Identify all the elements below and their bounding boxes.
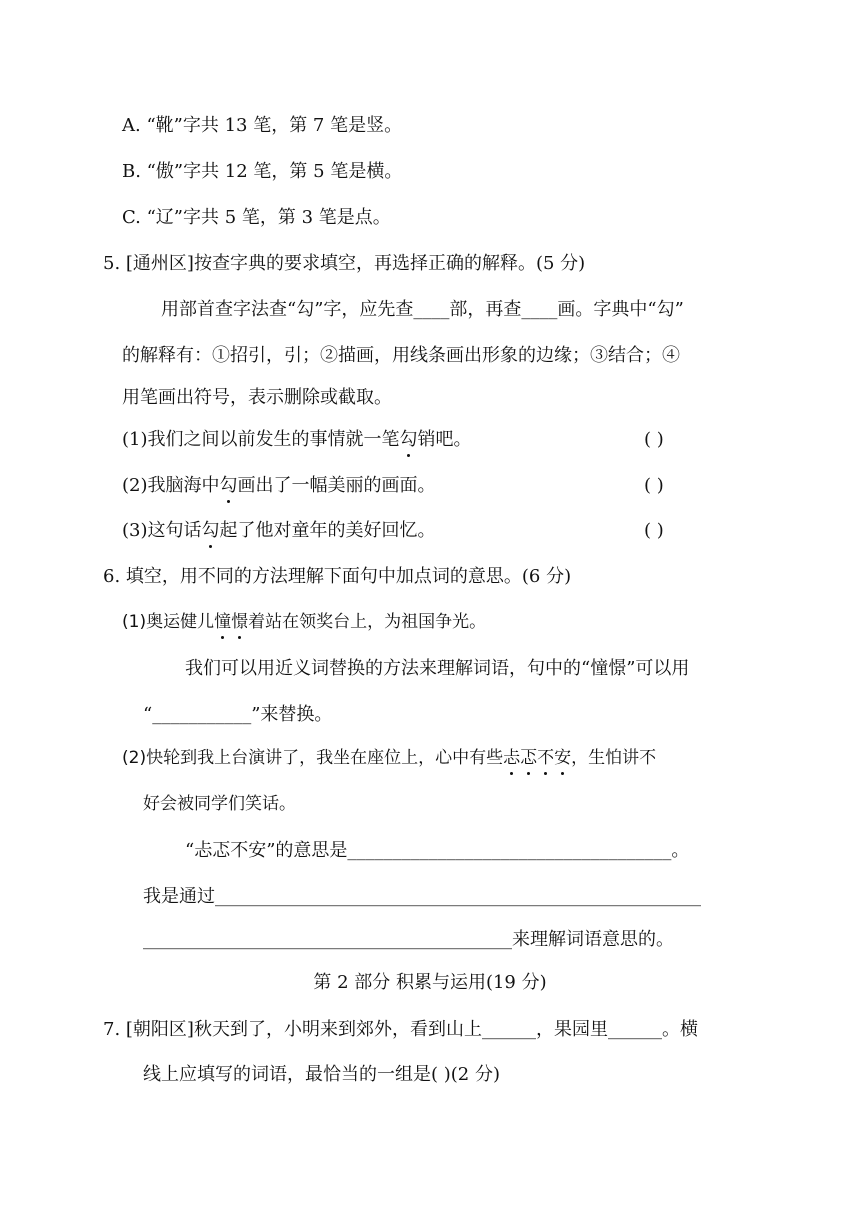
q6-s2-text-1: “忐忑不安”的意思是____________________________________。 [185,840,690,861]
q5-item-3: (3)这句话勾起了他对童年的美好回忆。 [122,517,436,545]
q6-sentence-2-cont: 好会被同学们笑话。 [143,794,296,814]
q4-option-b: B. “傲”字共 12 笔，第 5 笔是横。 [122,161,403,182]
q5-para-line1: 用部首查字法查“勾”字，应先查____部，再查____画。字典中“勾” [161,299,684,320]
q4-option-c: C. “辽”字共 5 笔，第 3 笔是点。 [122,207,391,228]
q6-sentence-1: (1)奥运健儿憧憬着站在领奖台上，为祖国争光。 [122,608,486,636]
q5-title: 5. [通州区]按查字典的要求填空，再选择正确的解释。(5 分) [103,253,586,274]
q6-title: 6. 填空，用不同的方法理解下面句中加点词的意思。(6 分) [103,566,572,587]
q4-option-a: A. “靴”字共 13 笔，第 7 笔是竖。 [122,115,403,136]
q6-s1-text-1: 我们可以用近义词替换的方法来理解词语，句中的“憧憬”可以用 [185,658,690,679]
q6-s2-text-3: _________________________________________来理解词语意思的。 [143,929,674,950]
emphasis-char: 勾 [400,426,418,454]
q5-item-2: (2)我脑海中勾画出了一幅美丽的画面。 [122,472,436,500]
q6-s2-text-2: 我是通过______________________________________________________ [143,886,701,907]
q5-item-3-answer: ( ) [644,520,664,541]
q5-item-1-answer: ( ) [644,429,664,450]
section-2-title: 第 2 部分 积累与运用(19 分) [313,972,547,993]
emphasis-char: 憬 [231,608,248,636]
emphasis-char: 勾 [202,517,220,545]
q6-s1-text-2: “___________”来替换。 [143,704,333,725]
emphasis-char: 忐 [503,744,520,772]
emphasis-char: 勾 [220,472,238,500]
q5-item-1: (1)我们之间以前发生的事情就一笔勾销吧。 [122,426,472,454]
emphasis-char: 安 [554,744,571,772]
q5-para-line3: 用笔画出符号，表示删除或截取。 [122,387,392,408]
q7-line-2: 线上应填写的词语，最恰当的一组是( )(2 分) [143,1064,500,1085]
emphasis-char: 憧 [214,608,231,636]
q5-para-line2: 的解释有：①招引，引；②描画，用线条画出形象的边缘；③结合；④ [122,345,680,366]
emphasis-char: 不 [537,744,554,772]
emphasis-char: 忑 [520,744,537,772]
q5-item-2-answer: ( ) [644,475,664,496]
q7-line-1: 7. [朝阳区]秋天到了，小明来到郊外，看到山上______，果园里______。横 [103,1019,698,1040]
q6-sentence-2: (2)快轮到我上台演讲了，我坐在座位上，心中有些忐忑不安，生怕讲不 [122,744,656,772]
